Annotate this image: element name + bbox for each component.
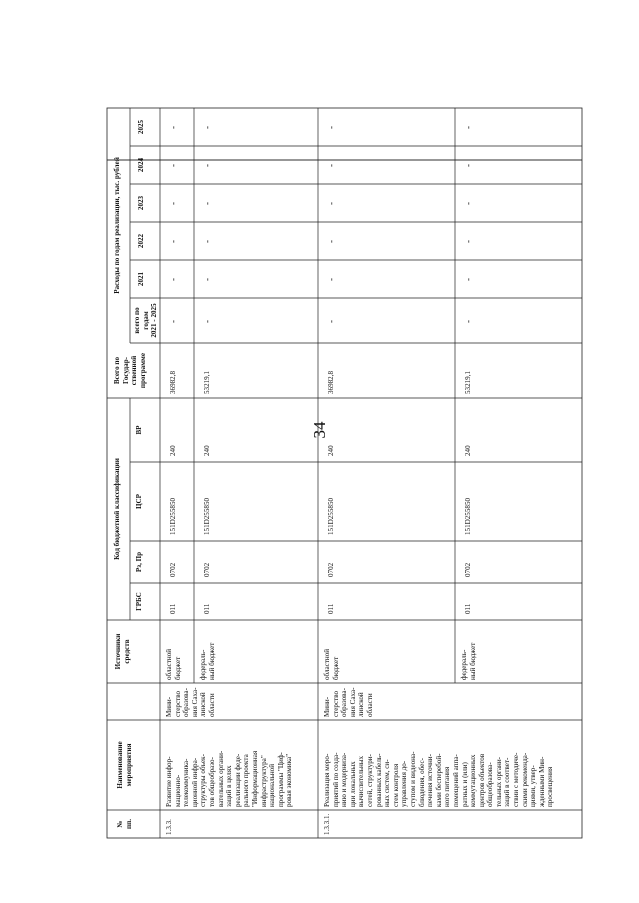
year-cell: -	[463, 164, 473, 167]
rzpr-cell: 0702	[464, 562, 472, 577]
year-cell: -	[202, 202, 212, 205]
rzpr-cell: 0702	[169, 562, 177, 577]
row-name: Реализация меро- приятий по созда- нию и модерниза- ции локальных вычислительных сетей, структури- рованных кабель- ных систем, си- стем контроля управления до- ступом и видеона- блюдения, обес- печения источни- ками бесперебой- ного питания помещений аппа- ратных и (или) коммутационных центров объектов общеобразова- тельных органи- заций в соответ- ствии с методиче- скими рекоменда- циями, утвер- жденными Мин- просвещения	[323, 751, 555, 807]
rzpr-cell: 0702	[327, 562, 335, 577]
source-cell: федераль- ный бюджет	[460, 642, 477, 680]
year-cell: -	[463, 240, 473, 243]
header-rzpr: Рз, Пр	[135, 551, 143, 573]
rzpr-cell: 0702	[203, 562, 211, 577]
header-2023: 2023	[137, 195, 145, 211]
year-cell: -	[463, 126, 473, 129]
vr-cell: 240	[169, 445, 177, 456]
year-cell: -	[168, 164, 178, 167]
year-cell: -	[168, 278, 178, 281]
row-number: 1.3.3.1.	[323, 813, 331, 835]
total-cell: 53219,1	[464, 370, 472, 394]
year-cell: -	[326, 278, 336, 281]
source-cell: федераль- ный бюджет	[199, 642, 216, 680]
header-vr: ВР	[135, 425, 143, 435]
csr-cell: 151D255850	[203, 497, 211, 535]
header-total-program: Всего по Государ- ственной программе	[113, 352, 147, 389]
year-cell: -	[168, 319, 178, 323]
total-cell: 36982,8	[327, 370, 335, 394]
year-cell: -	[326, 164, 336, 167]
csr-cell: 151D255850	[464, 497, 472, 535]
header-2021: 2021	[137, 271, 145, 287]
header-num: № пп.	[116, 819, 133, 829]
row-executor: Мини- стерство образова- ния Саха- линской области	[323, 687, 374, 717]
grbs-cell: 011	[203, 603, 211, 614]
csr-cell: 151D255850	[327, 497, 335, 535]
csr-cell: 151D255850	[169, 497, 177, 535]
vr-cell: 240	[327, 445, 335, 456]
vr-cell: 240	[464, 445, 472, 456]
header-sources: Источники средств	[114, 633, 131, 670]
header-2025: 2025	[137, 119, 145, 135]
year-cell: -	[202, 278, 212, 281]
year-cell: -	[202, 319, 212, 323]
year-cell: -	[326, 126, 336, 129]
row-executor: Мини- стерство образова- ния Саха- линской области	[165, 687, 216, 717]
year-cell: -	[202, 126, 212, 129]
vr-cell: 240	[203, 445, 211, 456]
year-cell: -	[168, 126, 178, 129]
year-cell: -	[326, 319, 336, 323]
header-expenses: Расходы по годам реализации, тыс. рублей	[113, 157, 121, 294]
grbs-cell: 011	[464, 603, 472, 614]
header-budget-classification: Код бюджетной классификации	[113, 458, 121, 560]
grbs-cell: 011	[327, 603, 335, 614]
row-name: Развитие инфор- мационно- телекоммуника- ционной инфра- структуры объек- тов общеобразо- вательных органи- заций в целях реализации феде- рального проекта "Информационная инфраструктура" национальной программы "Циф- ровая экономика"	[165, 750, 294, 807]
header-2022: 2022	[137, 233, 145, 249]
year-cell: -	[463, 319, 473, 323]
year-cell: -	[168, 202, 178, 205]
header-grbs: ГРБС	[135, 592, 143, 611]
year-cell: -	[168, 240, 178, 243]
header-total-years: всего по годам 2021 - 2025	[133, 303, 159, 338]
header-csr: ЦСР	[135, 494, 143, 509]
year-cell: -	[202, 240, 212, 243]
source-cell: областной бюджет	[323, 648, 340, 680]
year-cell: -	[326, 202, 336, 205]
total-cell: 53219,1	[203, 370, 211, 394]
total-cell: 36982,8	[169, 370, 177, 394]
page-number: 34	[310, 421, 329, 439]
year-cell: -	[463, 278, 473, 281]
row-number: 1.3.3.	[165, 819, 173, 835]
year-cell: -	[326, 240, 336, 243]
header-name: Наименование мероприятия	[116, 741, 133, 789]
grbs-cell: 011	[169, 603, 177, 614]
year-cell: -	[463, 202, 473, 205]
year-cell: -	[202, 164, 212, 167]
header-2024: 2024	[137, 157, 145, 173]
source-cell: областной бюджет	[165, 648, 182, 680]
